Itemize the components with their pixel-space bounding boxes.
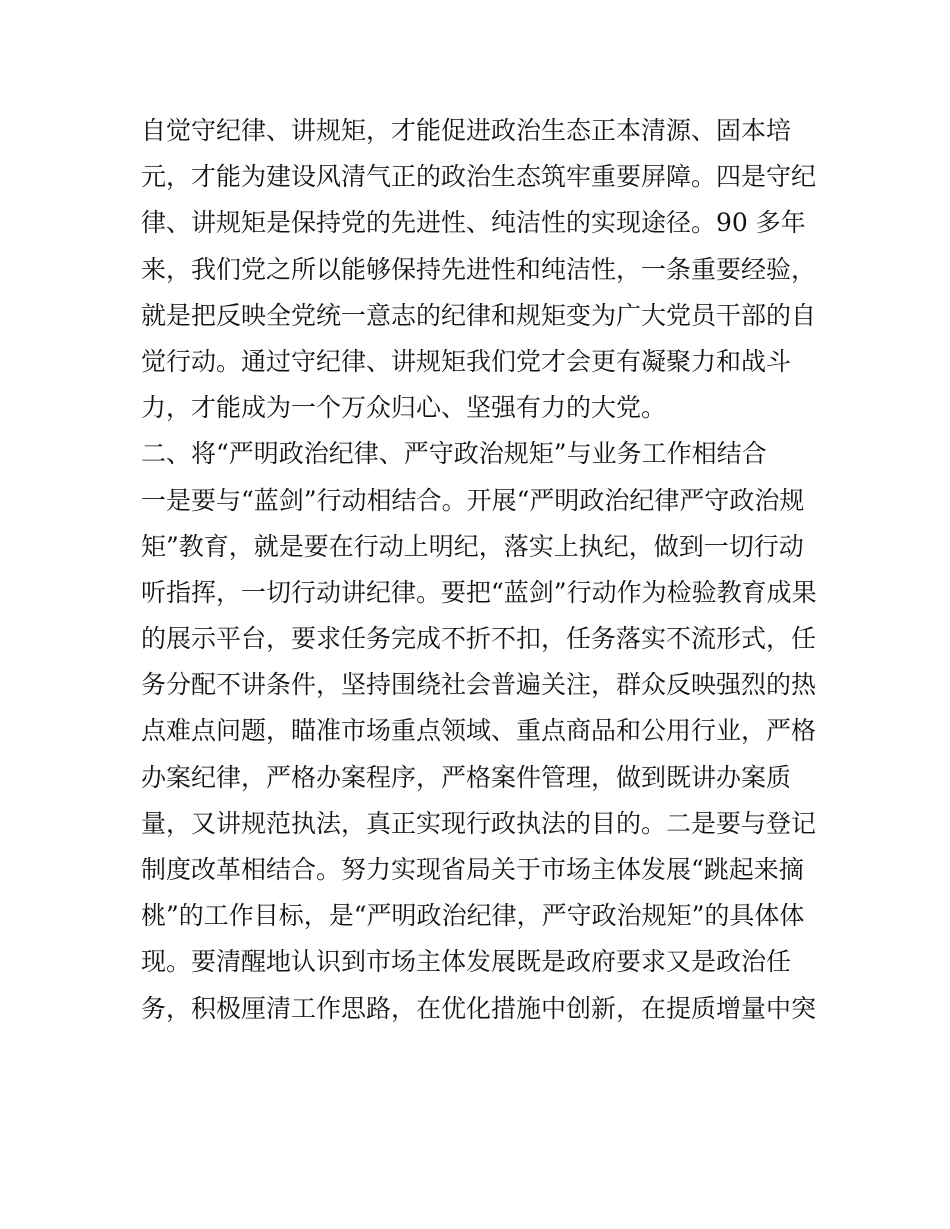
text-line: 觉行动。通过守纪律、讲规矩我们党才会更有凝聚力和战斗 [141, 346, 792, 376]
text-line: 务分配不讲条件，坚持围绕社会普遍关注，群众反映强烈的热 [141, 670, 817, 700]
text-line: 元，才能为建设风清气正的政治生态筑牢重要屏障。四是守纪 [141, 162, 817, 192]
section-heading: 二、将“严明政治纪律、严守政治规矩”与业务工作相结合 [141, 439, 767, 469]
text-line: 的展示平台，要求任务完成不折不扣，任务落实不流形式，任 [141, 624, 817, 654]
text-line: 力，才能成为一个万众归心、坚强有力的大党。 [141, 393, 667, 423]
text-line: 自觉守纪律、讲规矩，才能促进政治生态正本清源、固本培 [141, 116, 792, 145]
text-line: 矩”教育，就是要在行动上明纪，落实上执纪，做到一切行动 [141, 531, 804, 561]
text-line: 听指挥，一切行动讲纪律。要把“蓝剑”行动作为检验教育成果 [141, 577, 817, 607]
text-line: 量，又讲规范执法，真正实现行政执法的目的。二是要与登记 [141, 808, 817, 838]
text-line: 务，积极厘清工作思路，在优化措施中创新，在提质增量中突 [141, 993, 817, 1023]
text-line: 来，我们党之所以能够保持先进性和纯洁性，一条重要经验， [141, 254, 817, 284]
text-line: 现。要清醒地认识到市场主体发展既是政府要求又是政治任 [141, 947, 792, 977]
text-line: 办案纪律，严格办案程序，严格案件管理，做到既讲办案质 [141, 762, 792, 792]
text-line: 就是把反映全党统一意志的纪律和规矩变为广大党员干部的自 [141, 300, 817, 330]
text-line: 制度改革相结合。努力实现省局关于市场主体发展“跳起来摘 [141, 855, 804, 884]
text-line: 桃”的工作目标，是“严明政治纪律，严守政治规矩”的具体体 [141, 901, 805, 931]
text-line: 律、讲规矩是保持党的先进性、纯洁性的实现途径。90 多年 [141, 208, 806, 238]
document-body [141, 108, 831, 1032]
text-line: 一是要与“蓝剑”行动相结合。开展“严明政治纪律严守政治规 [141, 485, 805, 515]
text-line: 点难点问题，瞄准市场重点领域、重点商品和公用行业，严格 [141, 716, 817, 746]
